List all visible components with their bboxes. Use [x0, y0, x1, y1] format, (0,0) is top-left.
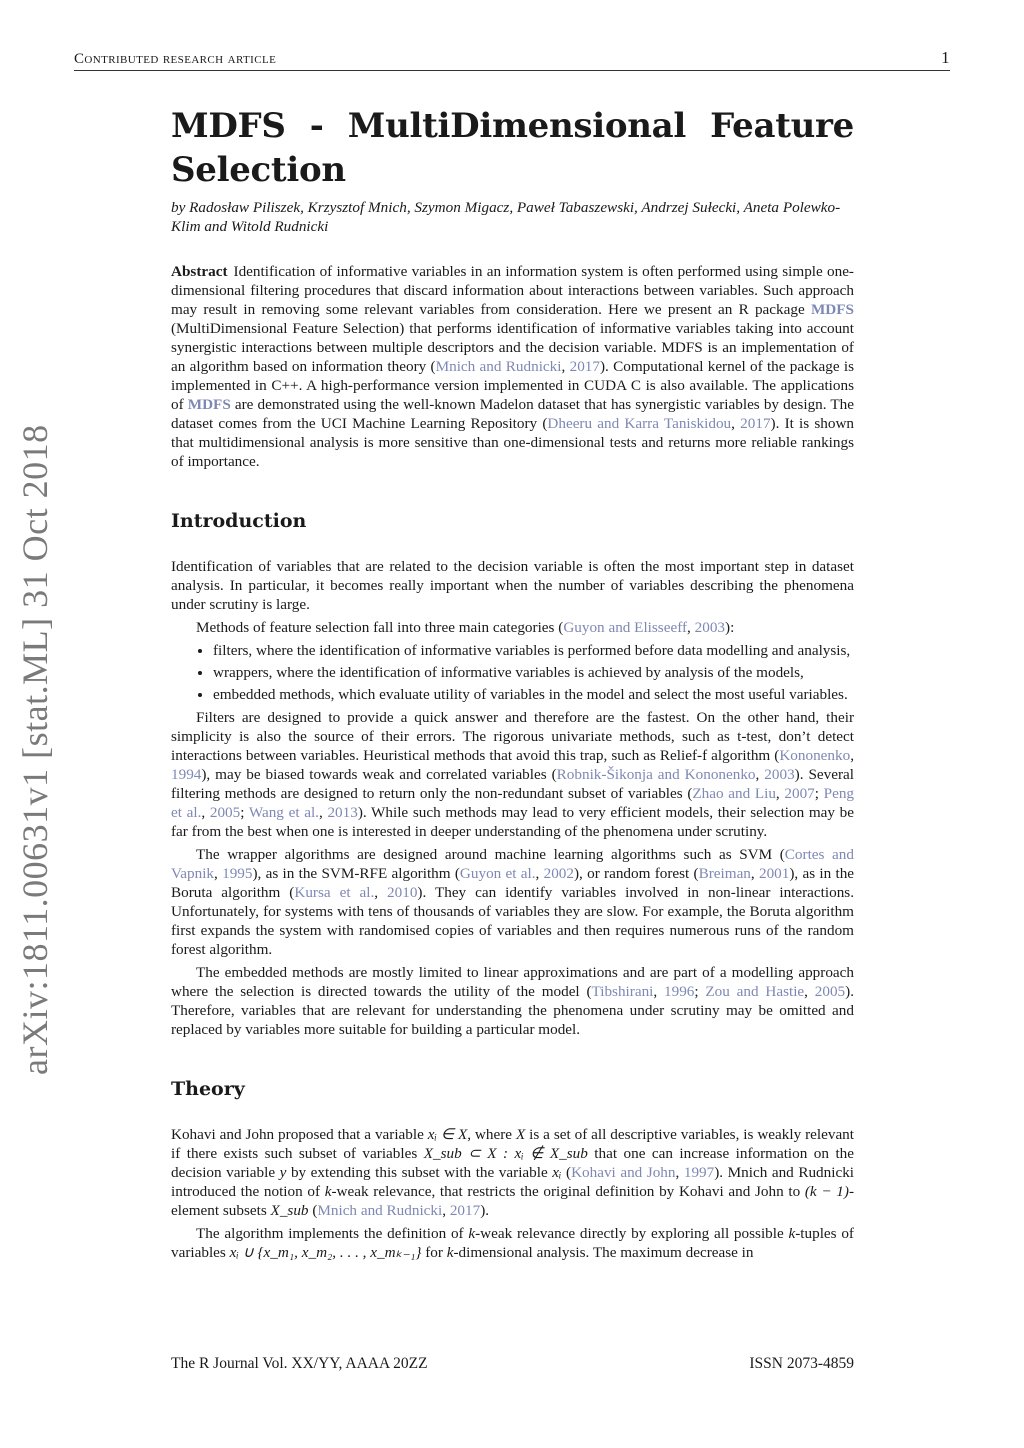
citation-year-link[interactable]: 1996 — [664, 983, 695, 1000]
category-list — [171, 641, 854, 704]
citation-year-link[interactable]: 2017 — [449, 1202, 481, 1219]
running-head — [74, 48, 950, 71]
citation-year-link[interactable]: 2005 — [209, 804, 241, 821]
citation-year-link[interactable]: 2010 — [387, 884, 418, 901]
citation-link[interactable]: Kursa et al. — [294, 884, 375, 901]
paragraph: Identification of variables that are related to the decision variable is often the most important step in dataset analysis. In particular, it becomes really important when the number of variables describing the phenomena under scrutiny is large. — [171, 558, 854, 613]
issn: ISSN 2073-4859 — [749, 1355, 854, 1372]
citation-year-link[interactable]: 2002 — [543, 865, 574, 882]
paragraph: The embedded methods are mostly limited to linear approximations and are part of a modelling approach where the selection is directed towards the utility of the model (Tibshirani, 1996; Zou and Hastie, 2005). Therefore, variables that are relevant for understanding the phenomena under scrutiny may be omitted and replaced by variables more suitable for building a particular model. — [171, 964, 854, 1038]
math-expression: xᵢ ∪ {x_m₁, x_m₂, . . . , x_mₖ₋₁} — [229, 1244, 422, 1261]
abstract-label: Abstract — [171, 263, 228, 280]
math-expression: X_sub — [270, 1202, 309, 1219]
citation-link[interactable]: Dheeru and Karra Taniskidou — [547, 415, 732, 432]
running-head-title: Contributed research article — [74, 51, 277, 67]
citation-link[interactable]: Zou and Hastie — [705, 983, 805, 1000]
citation-link[interactable]: Mnich and Rudnicki — [435, 358, 562, 375]
math-expression: k — [324, 1183, 332, 1200]
citation-year-link[interactable]: 2003 — [694, 619, 726, 636]
citation-year-link[interactable]: 2005 — [814, 983, 846, 1000]
math-expression: X_sub ⊂ X : xᵢ ∉ X_sub — [423, 1145, 588, 1162]
citation-link[interactable]: Tibshirani — [591, 983, 654, 1000]
citation-link[interactable]: Zhao and Liu — [692, 785, 776, 802]
package-link-mdfs[interactable]: MDFS — [187, 396, 231, 413]
math-expression: xᵢ ∈ X — [427, 1126, 468, 1143]
article-body — [171, 104, 854, 1266]
citation-link[interactable]: Cortes and Vapnik — [171, 846, 854, 882]
citation-year-link[interactable]: 1994 — [171, 766, 202, 783]
section-heading-theory: Theory — [171, 1078, 245, 1100]
citation-year-link[interactable]: 1997 — [683, 1164, 715, 1181]
arxiv-identifier-stamp: arXiv:1811.00631v1 [stat.ML] 31 Oct 2018 — [15, 424, 55, 1075]
math-expression: k — [446, 1244, 454, 1261]
citation-link[interactable]: Peng et al. — [171, 785, 854, 821]
citation-link[interactable]: Mnich and Rudnicki — [317, 1202, 443, 1219]
page-footer — [171, 1355, 854, 1373]
citation-year-link[interactable]: 2007 — [784, 785, 815, 802]
citation-year-link[interactable]: 2017 — [569, 358, 600, 375]
section-heading-introduction: Introduction — [171, 510, 307, 532]
paragraph: Methods of feature selection fall into three main categories (Guyon and Elisseeff, 2003): — [196, 619, 735, 636]
citation-link[interactable]: Kononenko — [779, 747, 851, 764]
math-expression: (k − 1) — [804, 1183, 849, 1200]
package-link-mdfs[interactable]: MDFS — [810, 301, 854, 318]
math-expression: k — [468, 1225, 476, 1242]
math-expression: X — [515, 1126, 526, 1143]
citation-link[interactable]: Kohavi and John — [571, 1164, 676, 1181]
list-item: • embedded methods, which evaluate utility of variables in the model and select the most useful variables. — [213, 685, 854, 704]
citation-link[interactable]: Robnik-Šikonja and Kononenko — [556, 766, 756, 783]
math-expression: y — [279, 1164, 287, 1181]
math-expression: xᵢ — [552, 1164, 562, 1181]
page-number: 1 — [941, 48, 950, 67]
paper-title: MDFS - MultiDimensional Feature Selection — [171, 106, 854, 190]
paragraph: The wrapper algorithms are designed around machine learning algorithms such as SVM (Cortes and Vapnik, 1995), as in the SVM-RFE algorithm (Guyon et al., 2002), or random forest (Breiman, 2001), as in the Boruta algorithm (Kursa et al., 2010). They can identify variables involved in non-linear interactions. Unfortunately, for systems with tens of thousands of variables they are slow. For example, the Boruta algorithm first expands the system with randomised copies of variables and then requires numerous runs of the random forest algorithm. — [171, 846, 855, 958]
paragraph: Filters are designed to provide a quick answer and therefore are the fastest. On the other hand, their simplicity is also the source of their errors. The rigorous univariate methods, such as t-test, don’t detect interactions between variables. Heuristical methods that avoid this trap, such as Relief-f algorithm (Kononenko, 1994), may be biased towards weak and correlated variables (Robnik-Šikonja and Kononenko, 2003). Several filtering methods are designed to return only the non-redundant subset of variables (Zhao and Liu, 2007; Peng et al., 2005; Wang et al., 2013). While such methods may lead to very efficient models, their selection may be far from the best when one is interested in deeper understanding of the phenomena under scrutiny. — [171, 709, 855, 840]
abstract-text: Identification of informative variables in an information system is often performed using simple one-dimensional filtering procedures that discard information about interactions between variables. Such approach may result in removing some relevant variables from consideration. Here we present an R package — [171, 263, 854, 318]
paragraph: Kohavi and John proposed that a variable xᵢ ∈ X, where X is a set of all descriptive variables, is weakly relevant if there exists such subset of variables X_sub ⊂ X : xᵢ ∉ X_sub that one can increase information on the decision variable y by extending this subset with the variable xᵢ (Kohavi and John, 1997). Mnich and Rudnicki introduced the notion of k-weak relevance, that restricts the original definition by Kohavi and John to (k − 1)-element subsets X_sub (Mnich and Rudnicki, 2017). — [171, 1126, 855, 1219]
citation-year-link[interactable]: 2003 — [764, 766, 795, 783]
citation-link[interactable]: Breiman — [698, 865, 751, 882]
abstract: Abstract Identification of informative variables in an information system is often performed using simple one-dimensional filtering procedures that discard information about interactions between variables. Such approach may result in removing some relevant variables from consideration. Here we present an R package MDFS (MultiDimensional Feature Selection) that performs identification of informative variables taking into account synergistic interactions between multiple descriptors and the decision variable. MDFS is an implementation of an algorithm based on information theory (Mnich and Rudnicki, 2017). Computational kernel of the package is implemented in C++. A high-performance version implemented in CUDA C is also available. The applications of MDFS are demonstrated using the well-known Madelon dataset that has synergistic variables by design. The dataset comes from the UCI Machine Learning Repository (Dheeru and Karra Taniskidou, 2017). It is shown that multidimensional analysis is more sensitive than one-dimensional tests and returns more reliable rankings of importance. — [171, 263, 855, 470]
citation-year-link[interactable]: 1995 — [222, 865, 253, 882]
math-expression: k — [788, 1225, 796, 1242]
paragraph: The algorithm implements the definition of k-weak relevance directly by exploring all possible k-tuples of variables xᵢ ∪ {x_m₁, x_m₂, . . . , x_mₖ₋₁} for k-dimensional analysis. The maximum decrease in — [171, 1225, 854, 1261]
citation-year-link[interactable]: 2017 — [740, 415, 771, 432]
citation-link[interactable]: Guyon et al. — [459, 865, 536, 882]
citation-link[interactable]: Wang et al. — [248, 804, 319, 821]
citation-year-link[interactable]: 2013 — [327, 804, 358, 821]
citation-link[interactable]: Guyon and Elisseeff — [563, 619, 688, 636]
list-item: • filters, where the identification of informative variables is performed before data modelling and analysis, — [213, 641, 854, 660]
journal-info: The R Journal Vol. XX/YY, AAAA 20ZZ — [171, 1355, 428, 1372]
list-item: • wrappers, where the identification of informative variables is achieved by analysis of the models, — [213, 663, 854, 682]
author-list: by Radosław Piliszek, Krzysztof Mnich, Szymon Migacz, Paweł Tabaszewski, Andrzej Sułecki, Aneta Polewko-Klim and Witold Rudnicki — [171, 199, 841, 235]
citation-year-link[interactable]: 2001 — [758, 865, 790, 882]
